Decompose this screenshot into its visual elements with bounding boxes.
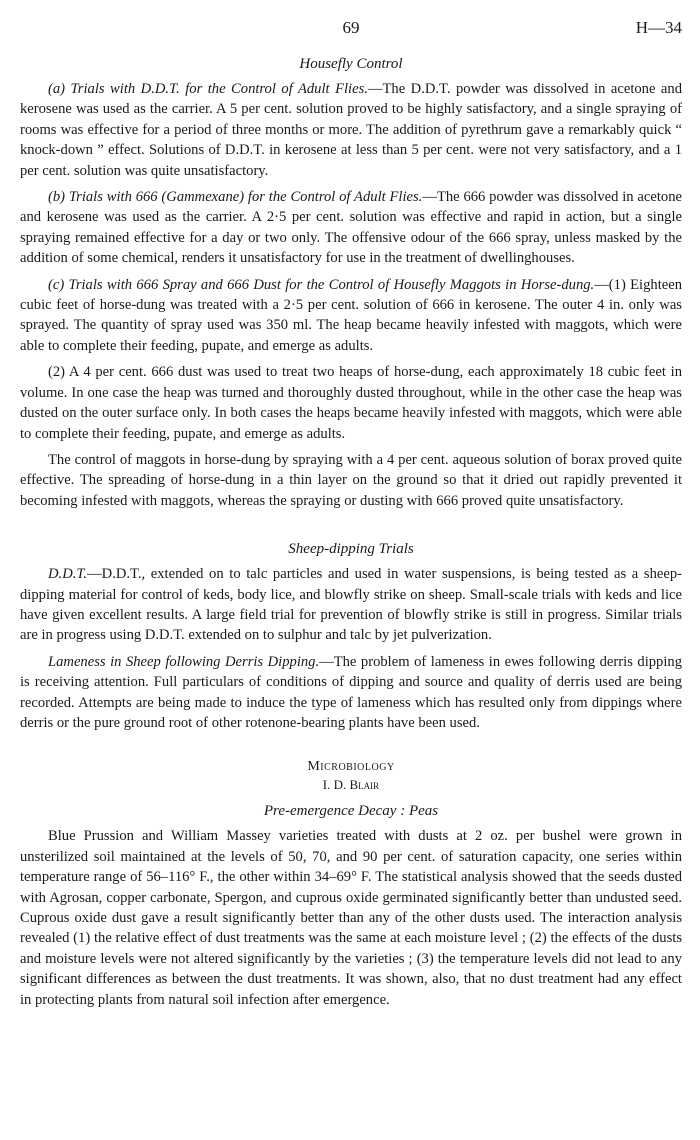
paragraph bbox=[20, 652, 682, 734]
page-header bbox=[20, 18, 682, 46]
paragraph-text: —(1) Eighteen cubic feet of horse-dung was treated with a 2·5 per cent. solution of 666 in kerosene. The outer 4 in. only was sprayed. The quantity of spray used was 350 ml. The heap became heavily infested with maggots, which were able to complete their feeding, pupate, and emerge as adults. bbox=[20, 276, 682, 354]
page-number: 69 bbox=[342, 18, 360, 37]
author-name: I. D. Blair bbox=[322, 777, 380, 793]
paragraph bbox=[20, 826, 682, 1010]
paragraph bbox=[20, 450, 682, 511]
paragraph-text: Blue Prussion and William Massey varieties treated with dusts at 2 oz. per bushel were grown in unsterilized soil maintained at the levels of 50, 70, and 90 per cent. of saturation capacity, one series within temperature range of 56–116° F., the other within 34–69° F. The statistical analysis showed that the seeds dusted with Agrosan, copper carbonate, Spergon, and cuprous oxide germinated significantly better than undusted seed. Cuprous oxide dust gave a result significantly better than any of the other dusts used. The interaction analysis revealed (1) the relative effect of dust treatments was the same at each moisture level ; (2) the effects of the dusts and moisture levels were not altered significantly by the varieties ; (3) the temperature levels did not lead to any significant differences as between the dust treatments. It was shown, also, that no dust treatment had any effect in protecting plants from natural soil infection after emergence. bbox=[20, 828, 682, 1008]
paragraph bbox=[20, 79, 682, 181]
section-heading-microbiology: Microbiology bbox=[307, 759, 395, 775]
paragraph-text: —The D.D.T. powder was dissolved in acetone and kerosene was used as the carrier. A 5 per cent. solution proved to be highly satisfactory, and a single spraying of rooms was effective for a period of three months or more. The addition of pyrethrum gave a remarkably quick “ knock-down ” effect. Solutions of D.D.T. in kerosene at less than 5 per cent. were not very satisfactory, and a 1 per cent. solution was quite unsatisfactory. bbox=[20, 81, 682, 179]
paragraph bbox=[20, 362, 682, 444]
paragraph-lead: Lameness in Sheep following Derris Dipping. bbox=[48, 653, 320, 670]
paragraph-lead: (c) Trials with 666 Spray and 666 Dust for the Control of Housefly Maggots in Horse-dung. bbox=[48, 276, 595, 293]
paragraph bbox=[20, 275, 682, 357]
paragraph-lead: D.D.T. bbox=[48, 566, 88, 583]
paragraph bbox=[20, 564, 682, 646]
subsection-heading: Pre-emergence Decay : Peas bbox=[263, 803, 439, 820]
paragraph-text: —The problem of lameness in ewes following derris dipping is receiving attention. Full particulars of conditions of dipping and source and quality of derris used are being recorded. Attempts are being made to induce the type of lameness which has resulted only from dippings where derris or the pure ground root of other rotenone-bearing plants have been used. bbox=[20, 653, 682, 731]
section-heading-housefly: Housefly Control bbox=[299, 56, 403, 72]
paragraph-lead: (b) Trials with 666 (Gammexane) for the Control of Adult Flies. bbox=[48, 189, 423, 206]
document-code: H—34 bbox=[635, 18, 682, 37]
paragraph bbox=[20, 187, 682, 269]
section-heading-sheep-dipping: Sheep-dipping Trials bbox=[288, 541, 414, 558]
paragraph-text: The control of maggots in horse-dung by spraying with a 4 per cent. aqueous solution of borax proved quite effective. The spreading of horse-dung in a thin layer on the ground so that it dried out rapidly prevented it becoming infested with maggots, whereas the spraying or dusting with 666 proved quite unsatisfactory. bbox=[20, 451, 682, 509]
paragraph-lead: (a) Trials with D.D.T. for the Control of Adult Flies. bbox=[48, 81, 368, 97]
paragraph-text: (2) A 4 per cent. 666 dust was used to treat two heaps of horse-dung, each approximately 18 cubic feet in volume. In one case the heap was turned and thoroughly dusted throughout, while in the other case the heap was dusted on the outer surface only. In both cases the heaps became heavily infested with maggots, which were able to complete their feeding, pupate, and emerge as adults. bbox=[20, 364, 682, 442]
paragraph-text: —The 666 powder was dissolved in acetone and kerosene was used as the carrier. A 2·5 per cent. solution was effective and rapid in action, but a single spraying remained effective for a day or two only. The offensive odour of the 666 spray, unless masked by the addition of some chemical, renders it unsatisfactory for use in the treatment of dwellinghouses. bbox=[20, 189, 682, 267]
paragraph-text: —D.D.T., extended on to talc particles and used in water suspensions, is being tested as a sheep-dipping material for control of keds, body lice, and blowfly strike on sheep. Small-scale trials with keds and lice have given excellent results. A large field trial for prevention of blowfly strike is still in progress. Similar trials are in progress using D.D.T. extended on to sulphur and talc by jet pulverization. bbox=[20, 566, 682, 644]
document-page bbox=[20, 18, 682, 1016]
